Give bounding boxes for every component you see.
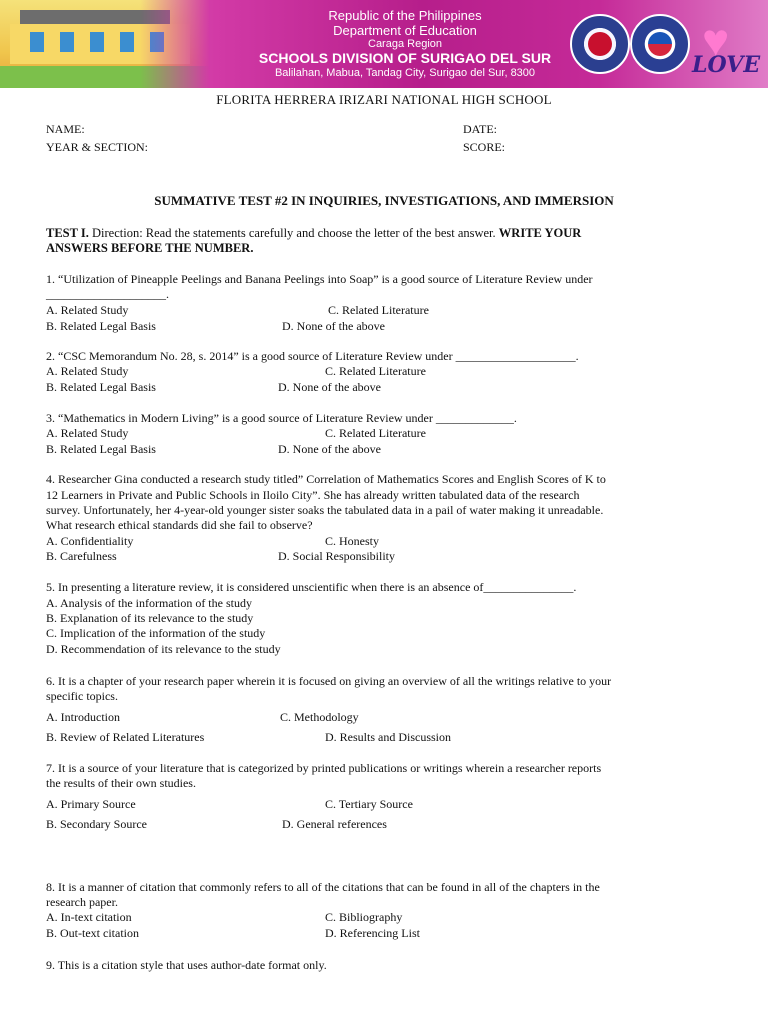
question-3-option-b: B. Related Legal Basis <box>46 442 156 456</box>
question-6-option-c: C. Methodology <box>280 710 359 724</box>
question-1-option-d: D. None of the above <box>282 319 385 333</box>
question-3-option-d: D. None of the above <box>278 442 381 456</box>
question-8-stem-line-2: research paper. <box>46 895 118 909</box>
question-4-stem-line-1: 4. Researcher Gina conducted a research study titled” Correlation of Mathematics Scores and English Scores of K to <box>46 472 606 486</box>
direction-emphasis-cont: ANSWERS BEFORE THE NUMBER. <box>46 241 254 255</box>
banner-department: Department of Education <box>333 23 477 38</box>
question-7-stem-line-1: 7. It is a source of your literature that is categorized by printed publications or writings wherein a researcher reports <box>46 761 602 775</box>
score-field-label: SCORE: <box>463 140 506 154</box>
question-7-stem-line-2: the results of their own studies. <box>46 776 196 790</box>
test-label: TEST I. <box>46 226 89 240</box>
question-2-stem: 2. “CSC Memorandum No. 28, s. 2014” is a good source of Literature Review under ____________________. <box>46 349 579 363</box>
question-4-option-a: A. Confidentiality <box>46 534 134 548</box>
love-logo-icon: ♥ LOVE <box>692 15 761 78</box>
question-5-stem: 5. In presenting a literature review, it is considered unscientific when there is an absence of_______________. <box>46 580 577 594</box>
question-3-option-a: A. Related Study <box>46 426 129 440</box>
question-3-stem: 3. “Mathematics in Modern Living” is a good source of Literature Review under _____________. <box>46 411 517 425</box>
question-5-option-a: A. Analysis of the information of the study <box>46 596 252 610</box>
question-4-option-b: B. Carefulness <box>46 549 117 563</box>
question-6-stem-line-2: specific topics. <box>46 689 118 703</box>
question-4-option-c: C. Honesty <box>325 534 379 548</box>
question-7-option-c: C. Tertiary Source <box>325 797 413 811</box>
question-1-option-c: C. Related Literature <box>328 303 429 317</box>
question-7-option-a: A. Primary Source <box>46 797 136 811</box>
header-banner <box>0 0 768 88</box>
question-8-stem-line-1: 8. It is a manner of citation that commonly refers to all of the citations that can be found in all of the chapters in the <box>46 880 600 894</box>
question-3-option-c: C. Related Literature <box>325 426 426 440</box>
banner-republic: Republic of the Philippines <box>328 8 482 23</box>
banner-region: Caraga Region <box>368 38 442 50</box>
question-7-option-b: B. Secondary Source <box>46 817 147 831</box>
question-2-option-b: B. Related Legal Basis <box>46 380 156 394</box>
question-4-stem-line-3: survey. Unfortunately, her 4-year-old younger sister soaks the tabulated data in a pail of water making it unreadable. <box>46 503 604 517</box>
question-6-option-d: D. Results and Discussion <box>325 730 451 744</box>
question-4-stem-line-2: 12 Learners in Private and Public Schools in Iloilo City”. She has already written tabulated data of the research <box>46 488 580 502</box>
question-5-option-d: D. Recommendation of its relevance to the study <box>46 642 281 656</box>
name-field-label: NAME: <box>46 122 85 136</box>
question-1-option-a: A. Related Study <box>46 303 129 317</box>
question-1-option-b: B. Related Legal Basis <box>46 319 156 333</box>
question-6-option-a: A. Introduction <box>46 710 120 724</box>
deped-seal-icon <box>630 14 690 74</box>
question-8-option-a: A. In-text citation <box>46 910 132 924</box>
question-5-option-b: B. Explanation of its relevance to the study <box>46 611 254 625</box>
question-6-stem-line-1: 6. It is a chapter of your research paper wherein it is focused on giving an overview of all the writings relative to your <box>46 674 612 688</box>
test-title: SUMMATIVE TEST #2 IN INQUIRIES, INVESTIGATIONS, AND IMMERSION <box>154 193 614 208</box>
question-8-option-c: C. Bibliography <box>325 910 403 924</box>
school-building-image <box>0 0 210 88</box>
direction-emphasis: WRITE YOUR <box>498 226 582 240</box>
direction-line <box>46 226 581 241</box>
question-2-option-c: C. Related Literature <box>325 364 426 378</box>
question-5-option-c: C. Implication of the information of the study <box>46 626 266 640</box>
banner-division: SCHOOLS DIVISION OF SURIGAO DEL SUR <box>258 50 552 66</box>
question-6-option-b: B. Review of Related Literatures <box>46 730 205 744</box>
question-8-option-d: D. Referencing List <box>325 926 420 940</box>
school-seal-icon <box>570 14 630 74</box>
question-2-option-d: D. None of the above <box>278 380 381 394</box>
question-8-option-b: B. Out-text citation <box>46 926 139 940</box>
year-section-field-label: YEAR & SECTION: <box>46 140 148 154</box>
question-1-stem-line-2: ____________________. <box>46 287 169 301</box>
question-2-option-a: A. Related Study <box>46 364 129 378</box>
school-name: FLORITA HERRERA IRIZARI NATIONAL HIGH SCHOOL <box>216 92 552 107</box>
date-field-label: DATE: <box>463 122 497 136</box>
question-7-option-d: D. General references <box>282 817 387 831</box>
question-1-stem-line-1: 1. “Utilization of Pineapple Peelings and Banana Peelings into Soap” is a good source of Literature Review under <box>46 272 593 286</box>
direction-text: Direction: Read the statements carefully and choose the letter of the best answer. <box>88 226 499 240</box>
question-4-option-d: D. Social Responsibility <box>278 549 395 563</box>
question-9-stem: 9. This is a citation style that uses author-date format only. <box>46 958 327 972</box>
question-4-stem-line-4: What research ethical standards did she fail to observe? <box>46 518 313 532</box>
banner-address: Balilahan, Mabua, Tandag City, Surigao del Sur, 8300 <box>274 67 536 79</box>
